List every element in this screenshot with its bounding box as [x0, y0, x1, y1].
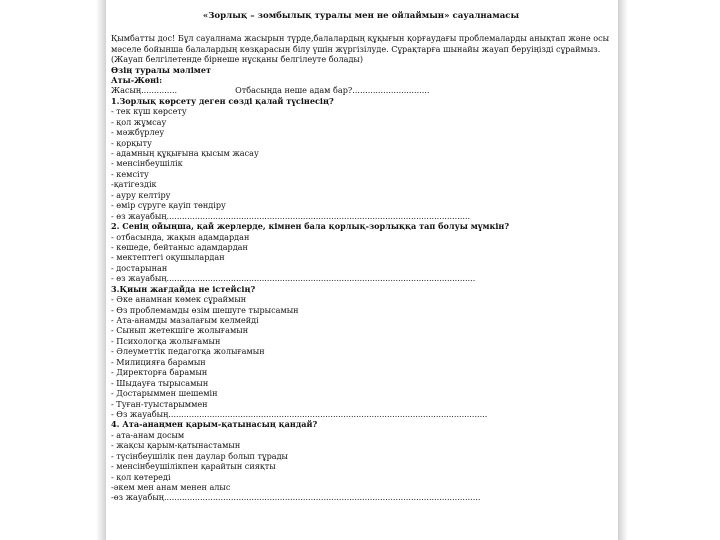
page-shadow-left [96, 0, 106, 540]
intro-paragraph: Қымбатты дос! Бұл сауалнама жасырын түрде,балалардың құқығын қорғаудағы проблемаларды анықтап және осы мәселе бойынша балалардың көзқарасын білу үшін жүргізілуде. Сұрақтарға шынайы жауап беруіңізді сұраймыз.(Жауап белгілетенде бірнеше нұсқаны белгілеуте болады) [111, 33, 610, 64]
q4-option-1: - ата-анам досым [111, 429, 185, 440]
q1-option-11: - өз жауабың...................................................................................................................... [111, 210, 471, 221]
q4-option-5: - қол көтереді [111, 471, 171, 482]
info-heading: Өзің туралы мәлімет [111, 64, 211, 75]
q4-option-7: -өз жауабың........................................................................................................................... [111, 492, 481, 503]
q1-option-3: - мәжбүрлеу [111, 127, 165, 138]
q3-option-5: - Психологқа жолығамын [111, 335, 221, 346]
q3-option-2: - Өз проблемамды өзім шешуге тырысамын [111, 304, 299, 315]
q1-option-6: - менсінбеушілік [111, 158, 183, 169]
q3-option-12: - Өз жауабың............................................................................................................................ [111, 408, 488, 419]
q3-option-11: - Туған-туыстарыммен [111, 398, 208, 409]
q1-option-10: - өмір сүруге қауіп төндіру [111, 200, 226, 211]
q1-option-8: -қатігездік [111, 179, 157, 190]
q4-option-4: - менсінбеушілікпен қарайтын сияқты [111, 461, 276, 472]
q3-option-6: - Әлеуметтік педагогқа жолығамын [111, 346, 265, 357]
q4-option-2: - жақсы қарым-қатынастамын [111, 440, 241, 451]
q3-option-8: - Директорға барамын [111, 367, 208, 378]
q1-option-5: - адамның құқығына қысым жасау [111, 148, 259, 158]
q4-option-3: - түсінбеушілік пен даулар болып тұрады [111, 450, 288, 461]
q2-option-4: - достарынан [111, 262, 168, 273]
q3-option-3: - Ата-анамды мазалағым келмейді [111, 315, 259, 325]
document-title: «Зорлық – зомбылық туралы мен не ойлаймын» сауалнамасы [202, 11, 520, 21]
q1-option-1: - тек күш көрсету [111, 106, 187, 117]
name-label: Аты-Жөні: [111, 74, 163, 85]
q2-option-5: - өз жауабың........................................................................................................................ [111, 273, 476, 284]
q2-option-3: - мектептегі оқушылардан [111, 252, 225, 263]
question-2-title: 2. Сенің ойыңша, қай жерлерде, кімнен бала қорлық-зорлыққа тап болуы мүмкін? [111, 221, 510, 232]
question-3-title: 3.Қиын жағдайда не істейсің? [111, 283, 256, 294]
q1-option-7: - кемсіту [111, 168, 149, 179]
q2-option-1: - отбасында, жақын адамдардан [111, 231, 250, 242]
q3-option-1: - Әке анамнан көмек сұраймын [111, 294, 247, 305]
document-sheet [106, 0, 618, 540]
q1-option-4: - қорқыту [111, 137, 152, 148]
q2-option-2: - көшеде, бейтаныс адамдардан [111, 241, 248, 252]
q3-option-4: - Сынып жетекшіге жолығамын [111, 325, 249, 336]
family-label: Отбасыңда неше адам бар?.............................. [235, 85, 430, 96]
q1-option-2: - қол жұмсау [111, 116, 167, 127]
q3-option-10: - Достарыммен шешемін [111, 388, 218, 399]
age-family-row [111, 85, 618, 95]
question-1-title: 1.Зорлық көрсету деген сөзді қалай түсінесің? [111, 95, 334, 106]
q3-option-7: - Милицияға барамын [111, 356, 206, 367]
age-label: Жасың.............. [111, 85, 178, 96]
q1-option-9: - ауру келтіру [111, 189, 171, 200]
question-4-title: 4. Ата-анаңмен қарым-қатынасың қандай? [111, 419, 318, 430]
q3-option-9: - Шыдауға тырысамын [111, 377, 209, 388]
page-shadow-right [618, 0, 628, 540]
q4-option-6: -әкем мен анам менен алыс [111, 482, 231, 492]
